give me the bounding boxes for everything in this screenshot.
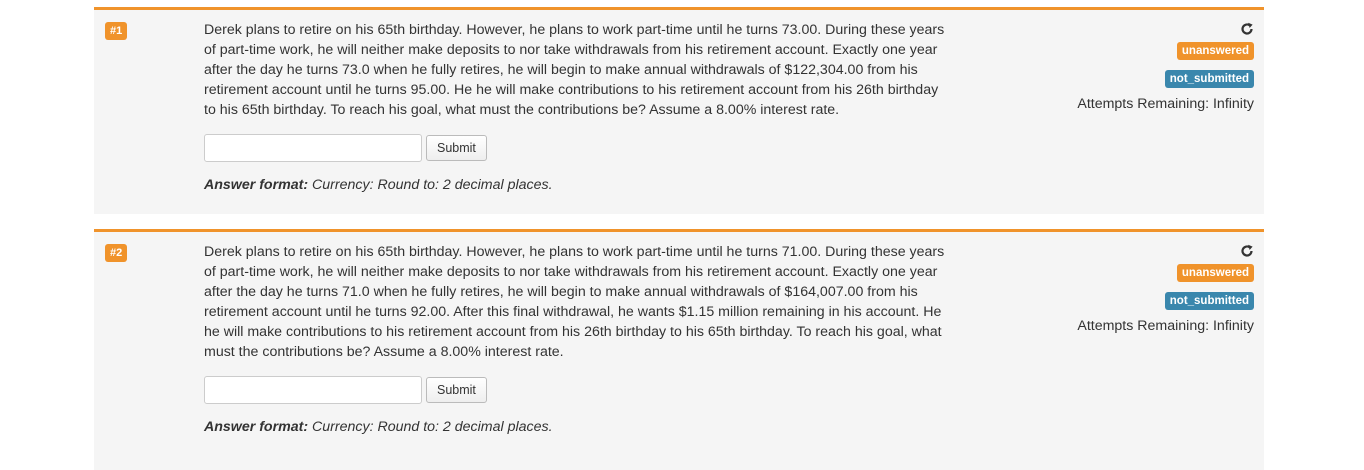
answer-format	[204, 177, 553, 193]
question-number-badge: #2	[105, 244, 127, 262]
answer-row	[204, 376, 487, 404]
status-badge-unanswered: unanswered	[1177, 42, 1254, 60]
question-status	[1077, 244, 1254, 334]
question-panel-1	[94, 7, 1264, 214]
submit-button[interactable]: Submit	[426, 135, 487, 161]
question-panel-2	[94, 229, 1264, 470]
status-badge-unanswered: unanswered	[1177, 264, 1254, 282]
question-number-badge: #1	[105, 22, 127, 40]
answer-format	[204, 419, 553, 435]
answer-format-value: Currency: Round to: 2 decimal places.	[312, 419, 553, 435]
answer-input[interactable]	[204, 134, 422, 162]
status-badge-not-submitted: not_submitted	[1165, 292, 1254, 310]
attempts-remaining: Attempts Remaining: Infinity	[1077, 96, 1254, 112]
attempts-remaining: Attempts Remaining: Infinity	[1077, 318, 1254, 334]
answer-format-label: Answer format:	[204, 177, 309, 193]
status-badge-not-submitted: not_submitted	[1165, 70, 1254, 88]
question-status	[1077, 22, 1254, 112]
answer-input[interactable]	[204, 376, 422, 404]
reload-icon[interactable]	[1240, 244, 1254, 258]
submit-button[interactable]: Submit	[426, 377, 487, 403]
question-text: Derek plans to retire on his 65th birthday. However, he plans to work part-time until he turns 73.00. During these years of part-time work, he will neither make deposits to nor take withdrawals from his retirement account. Exactly one year after the day he turns 73.0 when he fully retires, he will begin to make annual withdrawals of $122,304.00 from his retirement account until he turns 95.00. He he will make contributions to his retirement account from his 26th birthday to his 65th birthday. To reach his goal, what must the contributions be? Assume a 8.00% interest rate.	[204, 22, 945, 118]
answer-format-label: Answer format:	[204, 419, 309, 435]
answer-format-value: Currency: Round to: 2 decimal places.	[312, 177, 553, 193]
question-text: Derek plans to retire on his 65th birthday. However, he plans to work part-time until he turns 71.00. During these years of part-time work, he will neither make deposits to nor take withdrawals from his retirement account. Exactly one year after the day he turns 71.0 when he fully retires, he will begin to make annual withdrawals of $164,007.00 from his retirement account until he turns 92.00. After this final withdrawal, he wants $1.15 million remaining in his account. He he will make contributions to his retirement account from his 26th birthday to his 65th birthday. To reach his goal, what must the contributions be? Assume a 8.00% interest rate.	[204, 244, 945, 360]
answer-row	[204, 134, 487, 162]
reload-icon[interactable]	[1240, 22, 1254, 36]
